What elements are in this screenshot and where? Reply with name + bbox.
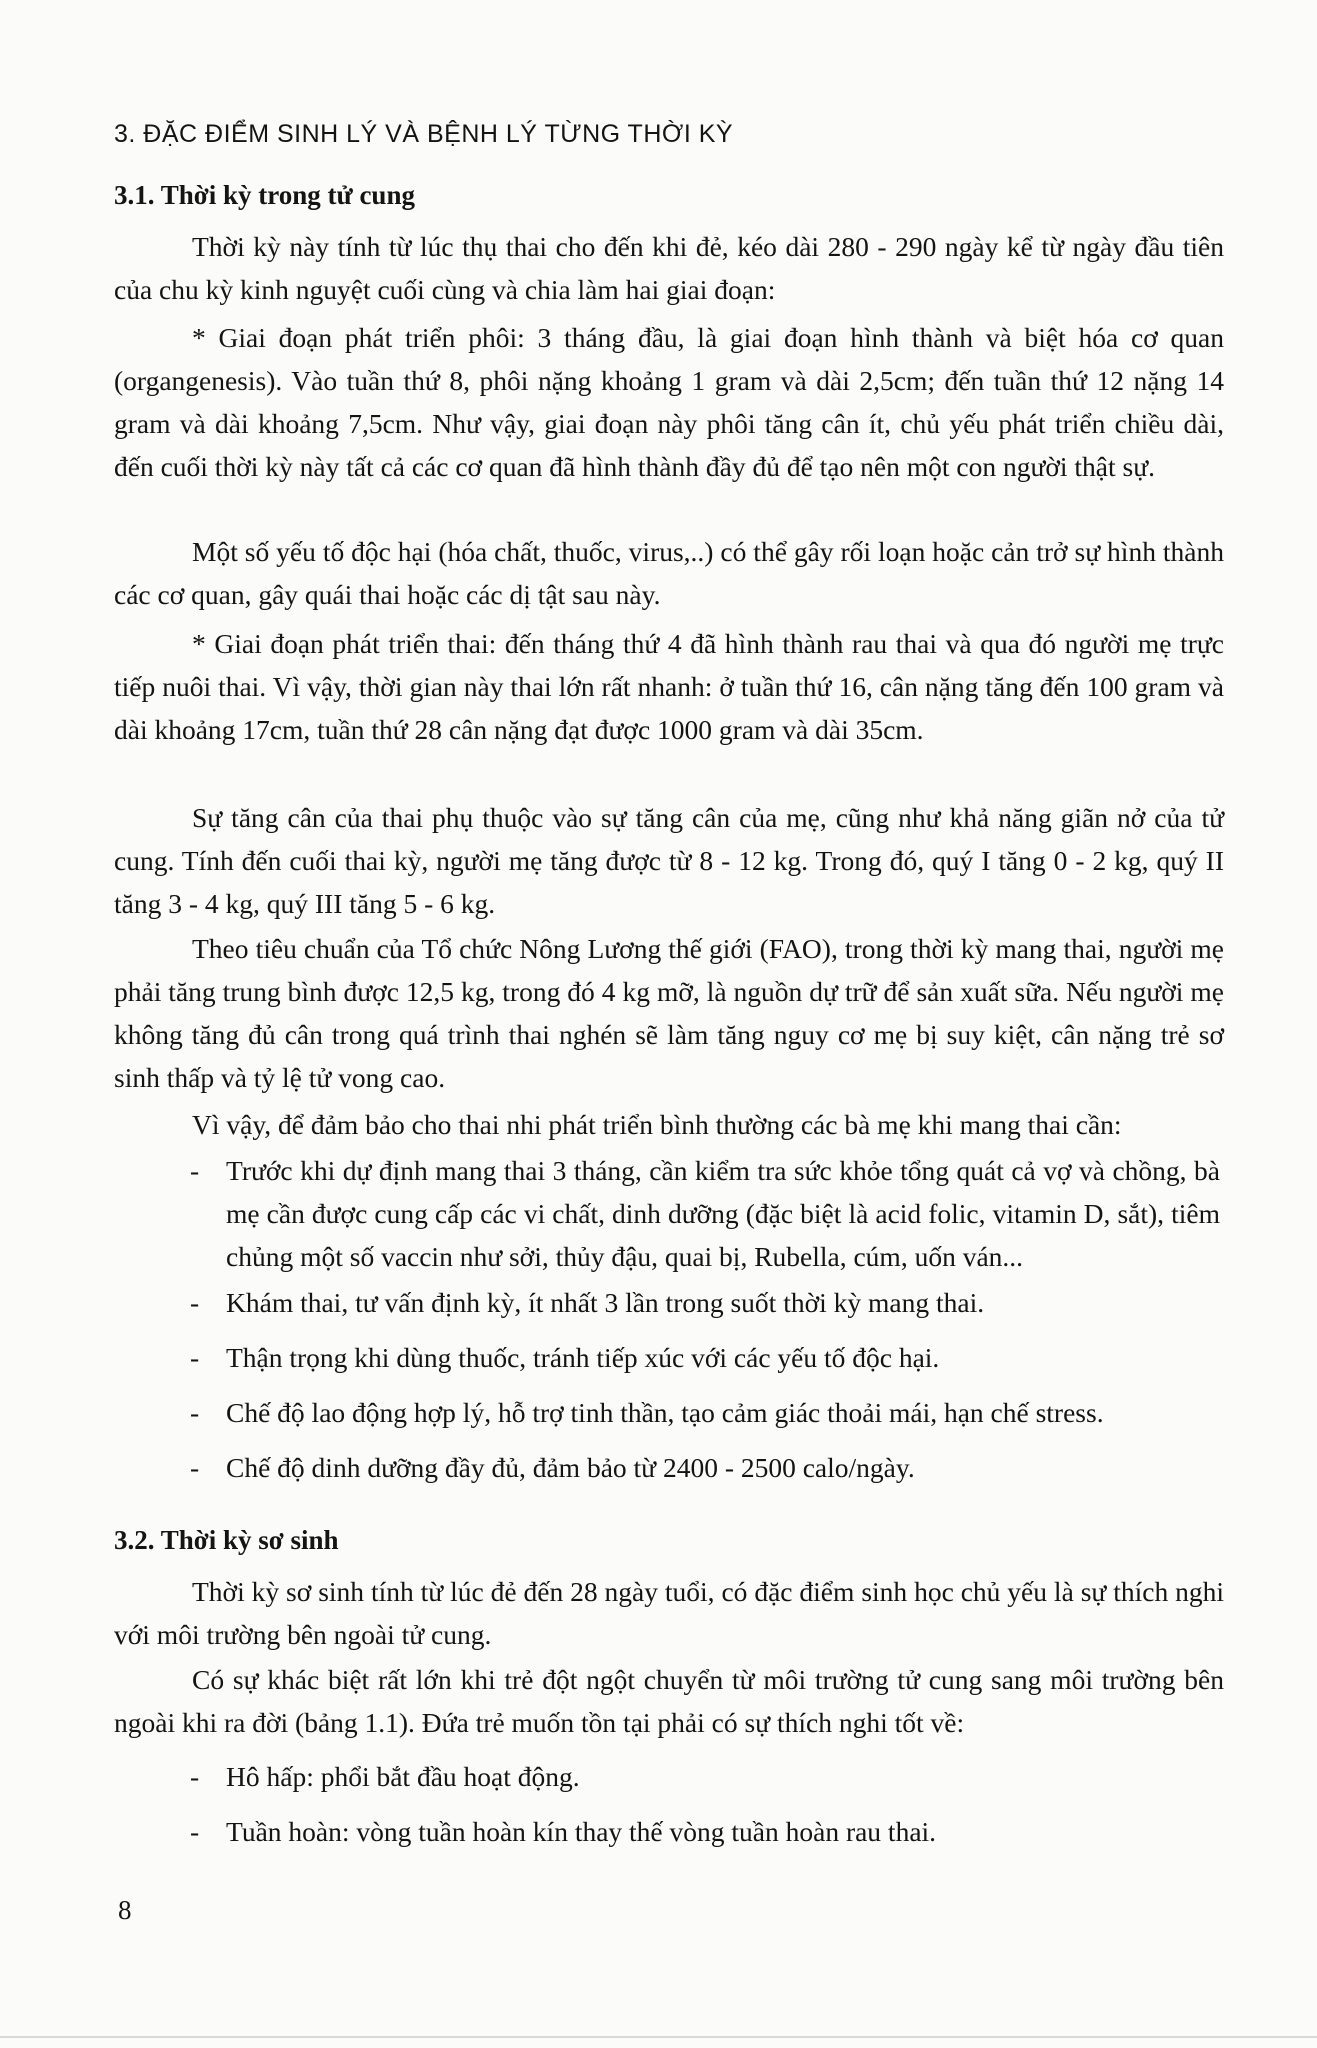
page-bottom-edge: [0, 2036, 1317, 2038]
list-item: [190, 1391, 1220, 1434]
list-item-text: Chế độ lao động hợp lý, hỗ trợ tinh thần, tạo cảm giác thoải mái, hạn chế stress.: [226, 1397, 1104, 1428]
list-item-text: Tuần hoàn: vòng tuần hoàn kín thay thế vòng tuần hoàn rau thai.: [226, 1816, 937, 1847]
list-item-text: Hô hấp: phổi bắt đầu hoạt động.: [226, 1761, 580, 1792]
list-item-text: Thận trọng khi dùng thuốc, tránh tiếp xúc với các yếu tố độc hại.: [226, 1342, 940, 1373]
list-dash: -: [190, 1287, 200, 1318]
paragraph-neonatal-intro: Thời kỳ sơ sinh tính từ lúc đẻ đến 28 ngày tuổi, có đặc điểm sinh học chủ yếu là sự thích nghi với môi trường bên ngoài tử cung.: [114, 1576, 1224, 1650]
list-item: [190, 1446, 1220, 1489]
list-dash: -: [190, 1816, 200, 1847]
list-item: [190, 1149, 1220, 1278]
paragraph-neonatal-adaptation: Có sự khác biệt rất lớn khi trẻ đột ngột chuyển từ môi trường tử cung sang môi trường bên ngoài khi ra đời (bảng 1.1). Đứa trẻ muốn tồn tại phải có sự thích nghi tốt về:: [114, 1664, 1224, 1738]
list-dash: -: [190, 1397, 200, 1428]
list-item: [190, 1810, 1220, 1853]
paragraph-fao-standard: Theo tiêu chuẩn của Tổ chức Nông Lương thế giới (FAO), trong thời kỳ mang thai, người mẹ phải tăng trung bình được 12,5 kg, trong đó 4 kg mỡ, là nguồn dự trữ để sản xuất sữa. Nếu người mẹ không tăng đủ cân trong quá trình thai nghén sẽ làm tăng nguy cơ mẹ bị suy kiệt, cân nặng trẻ sơ sinh thấp và tỷ lệ tử vong cao.: [114, 933, 1224, 1093]
list-item: [190, 1336, 1220, 1379]
paragraph-toxic-factors: Một số yếu tố độc hại (hóa chất, thuốc, virus,..) có thể gây rối loạn hoặc cản trở sự hình thành các cơ quan, gây quái thai hoặc các dị tật sau này.: [114, 536, 1224, 610]
paragraph-embryo-stage: * Giai đoạn phát triển phôi: 3 tháng đầu, là giai đoạn hình thành và biệt hóa cơ quan (organgenesis). Vào tuần thứ 8, phôi nặng khoảng 1 gram và dài 2,5cm; đến tuần thứ 12 nặng 14 gram và dài khoảng 7,5cm. Như vậy, giai đoạn này phôi tăng cân ít, chủ yếu phát triển chiều dài, đến cuối thời kỳ này tất cả các cơ quan đã hình thành đầy đủ để tạo nên một con người thật sự.: [114, 322, 1224, 482]
list-item-text: Chế độ dinh dưỡng đầy đủ, đảm bảo từ 2400 - 2500 calo/ngày.: [226, 1452, 915, 1483]
paragraph-fetal-stage: * Giai đoạn phát triển thai: đến tháng thứ 4 đã hình thành rau thai và qua đó người mẹ trực tiếp nuôi thai. Vì vậy, thời gian này thai lớn rất nhanh: ở tuần thứ 16, cân nặng tăng đến 100 gram và dài khoảng 17cm, tuần thứ 28 cân nặng đạt được 1000 gram và dài 35cm.: [114, 628, 1224, 745]
chapter-heading: 3. ĐẶC ĐIỂM SINH LÝ VÀ BỆNH LÝ TỪNG THỜI KỲ: [114, 120, 734, 148]
page-number: 8: [118, 1895, 132, 1925]
paragraph-requirements-intro: Vì vậy, để đảm bảo cho thai nhi phát triển bình thường các bà mẹ khi mang thai cần:: [192, 1109, 1122, 1140]
list-dash: -: [190, 1761, 200, 1792]
section-3-1-title: 3.1. Thời kỳ trong tử cung: [114, 180, 415, 210]
paragraph-intro: Thời kỳ này tính từ lúc thụ thai cho đến khi đẻ, kéo dài 280 - 290 ngày kể từ ngày đầu tiên của chu kỳ kinh nguyệt cuối cùng và chia làm hai giai đoạn:: [114, 231, 1224, 305]
list-dash: -: [190, 1155, 200, 1186]
list-dash: -: [190, 1452, 200, 1483]
list-dash: -: [190, 1342, 200, 1373]
list-item: [190, 1281, 1220, 1324]
section-3-2-title: 3.2. Thời kỳ sơ sinh: [114, 1525, 339, 1555]
paragraph-weight-gain: Sự tăng cân của thai phụ thuộc vào sự tăng cân của mẹ, cũng như khả năng giãn nở của tử cung. Tính đến cuối thai kỳ, người mẹ tăng được từ 8 - 12 kg. Trong đó, quý I tăng 0 - 2 kg, quý II tăng 3 - 4 kg, quý III tăng 5 - 6 kg.: [114, 802, 1224, 919]
list-item: [190, 1755, 1220, 1798]
list-item-text: Trước khi dự định mang thai 3 tháng, cần kiểm tra sức khỏe tổng quát cả vợ và chồng, bà mẹ cần được cung cấp các vi chất, dinh dưỡng (đặc biệt là acid folic, vitamin D, sắt), tiêm chủng một số vaccin như sởi, thủy đậu, quai bị, Rubella, cúm, uốn ván...: [226, 1155, 1220, 1272]
list-item-text: Khám thai, tư vấn định kỳ, ít nhất 3 lần trong suốt thời kỳ mang thai.: [226, 1287, 985, 1318]
